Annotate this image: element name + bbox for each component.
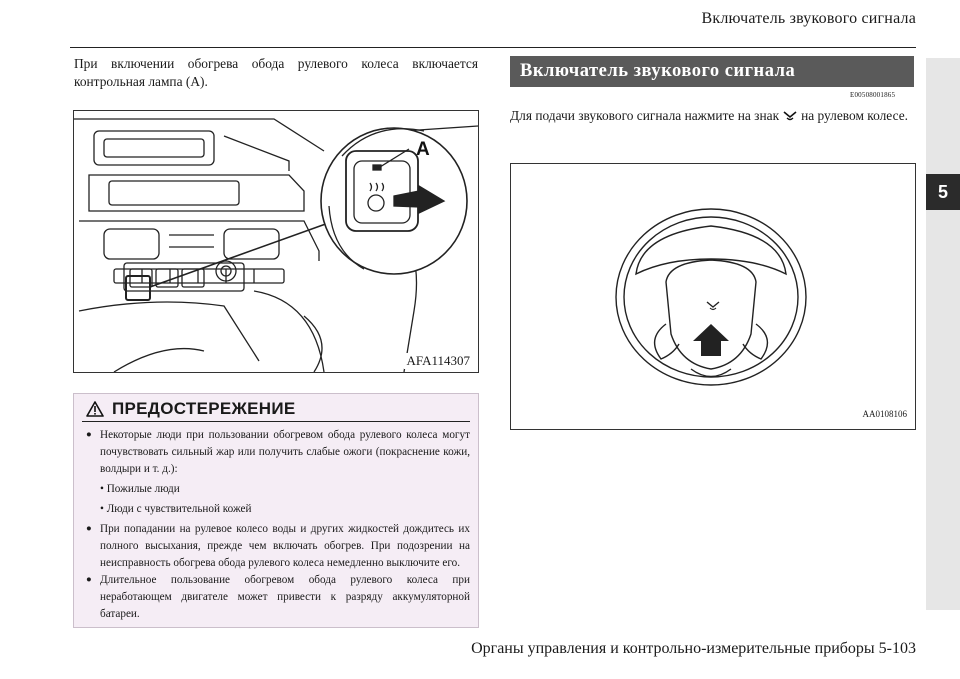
steering-wheel-illustration [511, 164, 915, 429]
horn-icon [782, 109, 798, 122]
intro-paragraph: При включении обогрева обода рулевого колеса включается контрольная лампа (A). [74, 56, 478, 89]
warning-triangle-icon [86, 401, 104, 417]
warning-item: ● Длительное пользование обогревом обода рулевого колеса при неработающем двигателе может привести к разряду аккумуляторной батареи. [86, 572, 470, 623]
section-title: Включатель звукового сигнала [510, 56, 914, 87]
horn-text-after: на рулевом колесе. [801, 108, 908, 123]
warning-body [86, 427, 470, 623]
figure-code: AA0108106 [862, 409, 907, 419]
warning-title: ПРЕДОСТЕРЕЖЕНИЕ [112, 399, 296, 418]
warning-item: ● Некоторые люди при пользовании обогревом обода рулевого колеса могут почувствовать сильный жар или получить слабые ожоги (покраснение кожи, волдыри и т. д.): [86, 427, 470, 478]
chapter-tab[interactable]: 5 [926, 174, 960, 210]
header-rule [70, 47, 916, 48]
page-footer: Органы управления и контрольно-измерительные приборы 5-103 [471, 640, 916, 657]
horn-instruction [510, 106, 914, 125]
warning-item: ● При попадании на рулевое колесо воды и других жидкостей дождитесь их полного высыхания, прежде чем включать обогрев. При подозрении на неисправность обогрева обода рулевого колеса немедленно выключите его. [86, 521, 470, 572]
warning-rule [82, 421, 470, 422]
document-code: E00508001865 [850, 91, 896, 99]
dashboard-illustration [74, 111, 478, 372]
running-title: Включатель звукового сигнала [701, 10, 916, 27]
warning-subitem: • Пожилые люди [100, 483, 180, 495]
callout-label-a: A [416, 139, 430, 160]
figure-steering-wheel [510, 163, 916, 430]
figure-heated-wheel-switch [73, 110, 479, 373]
chapter-strip [926, 58, 960, 610]
warning-subitem: • Люди с чувствительной кожей [100, 503, 252, 515]
horn-text-before: Для подачи звукового сигнала нажмите на знак [510, 108, 780, 123]
warning-header [86, 399, 296, 419]
figure-code: AFA114307 [406, 353, 470, 368]
warning-box [73, 393, 479, 628]
